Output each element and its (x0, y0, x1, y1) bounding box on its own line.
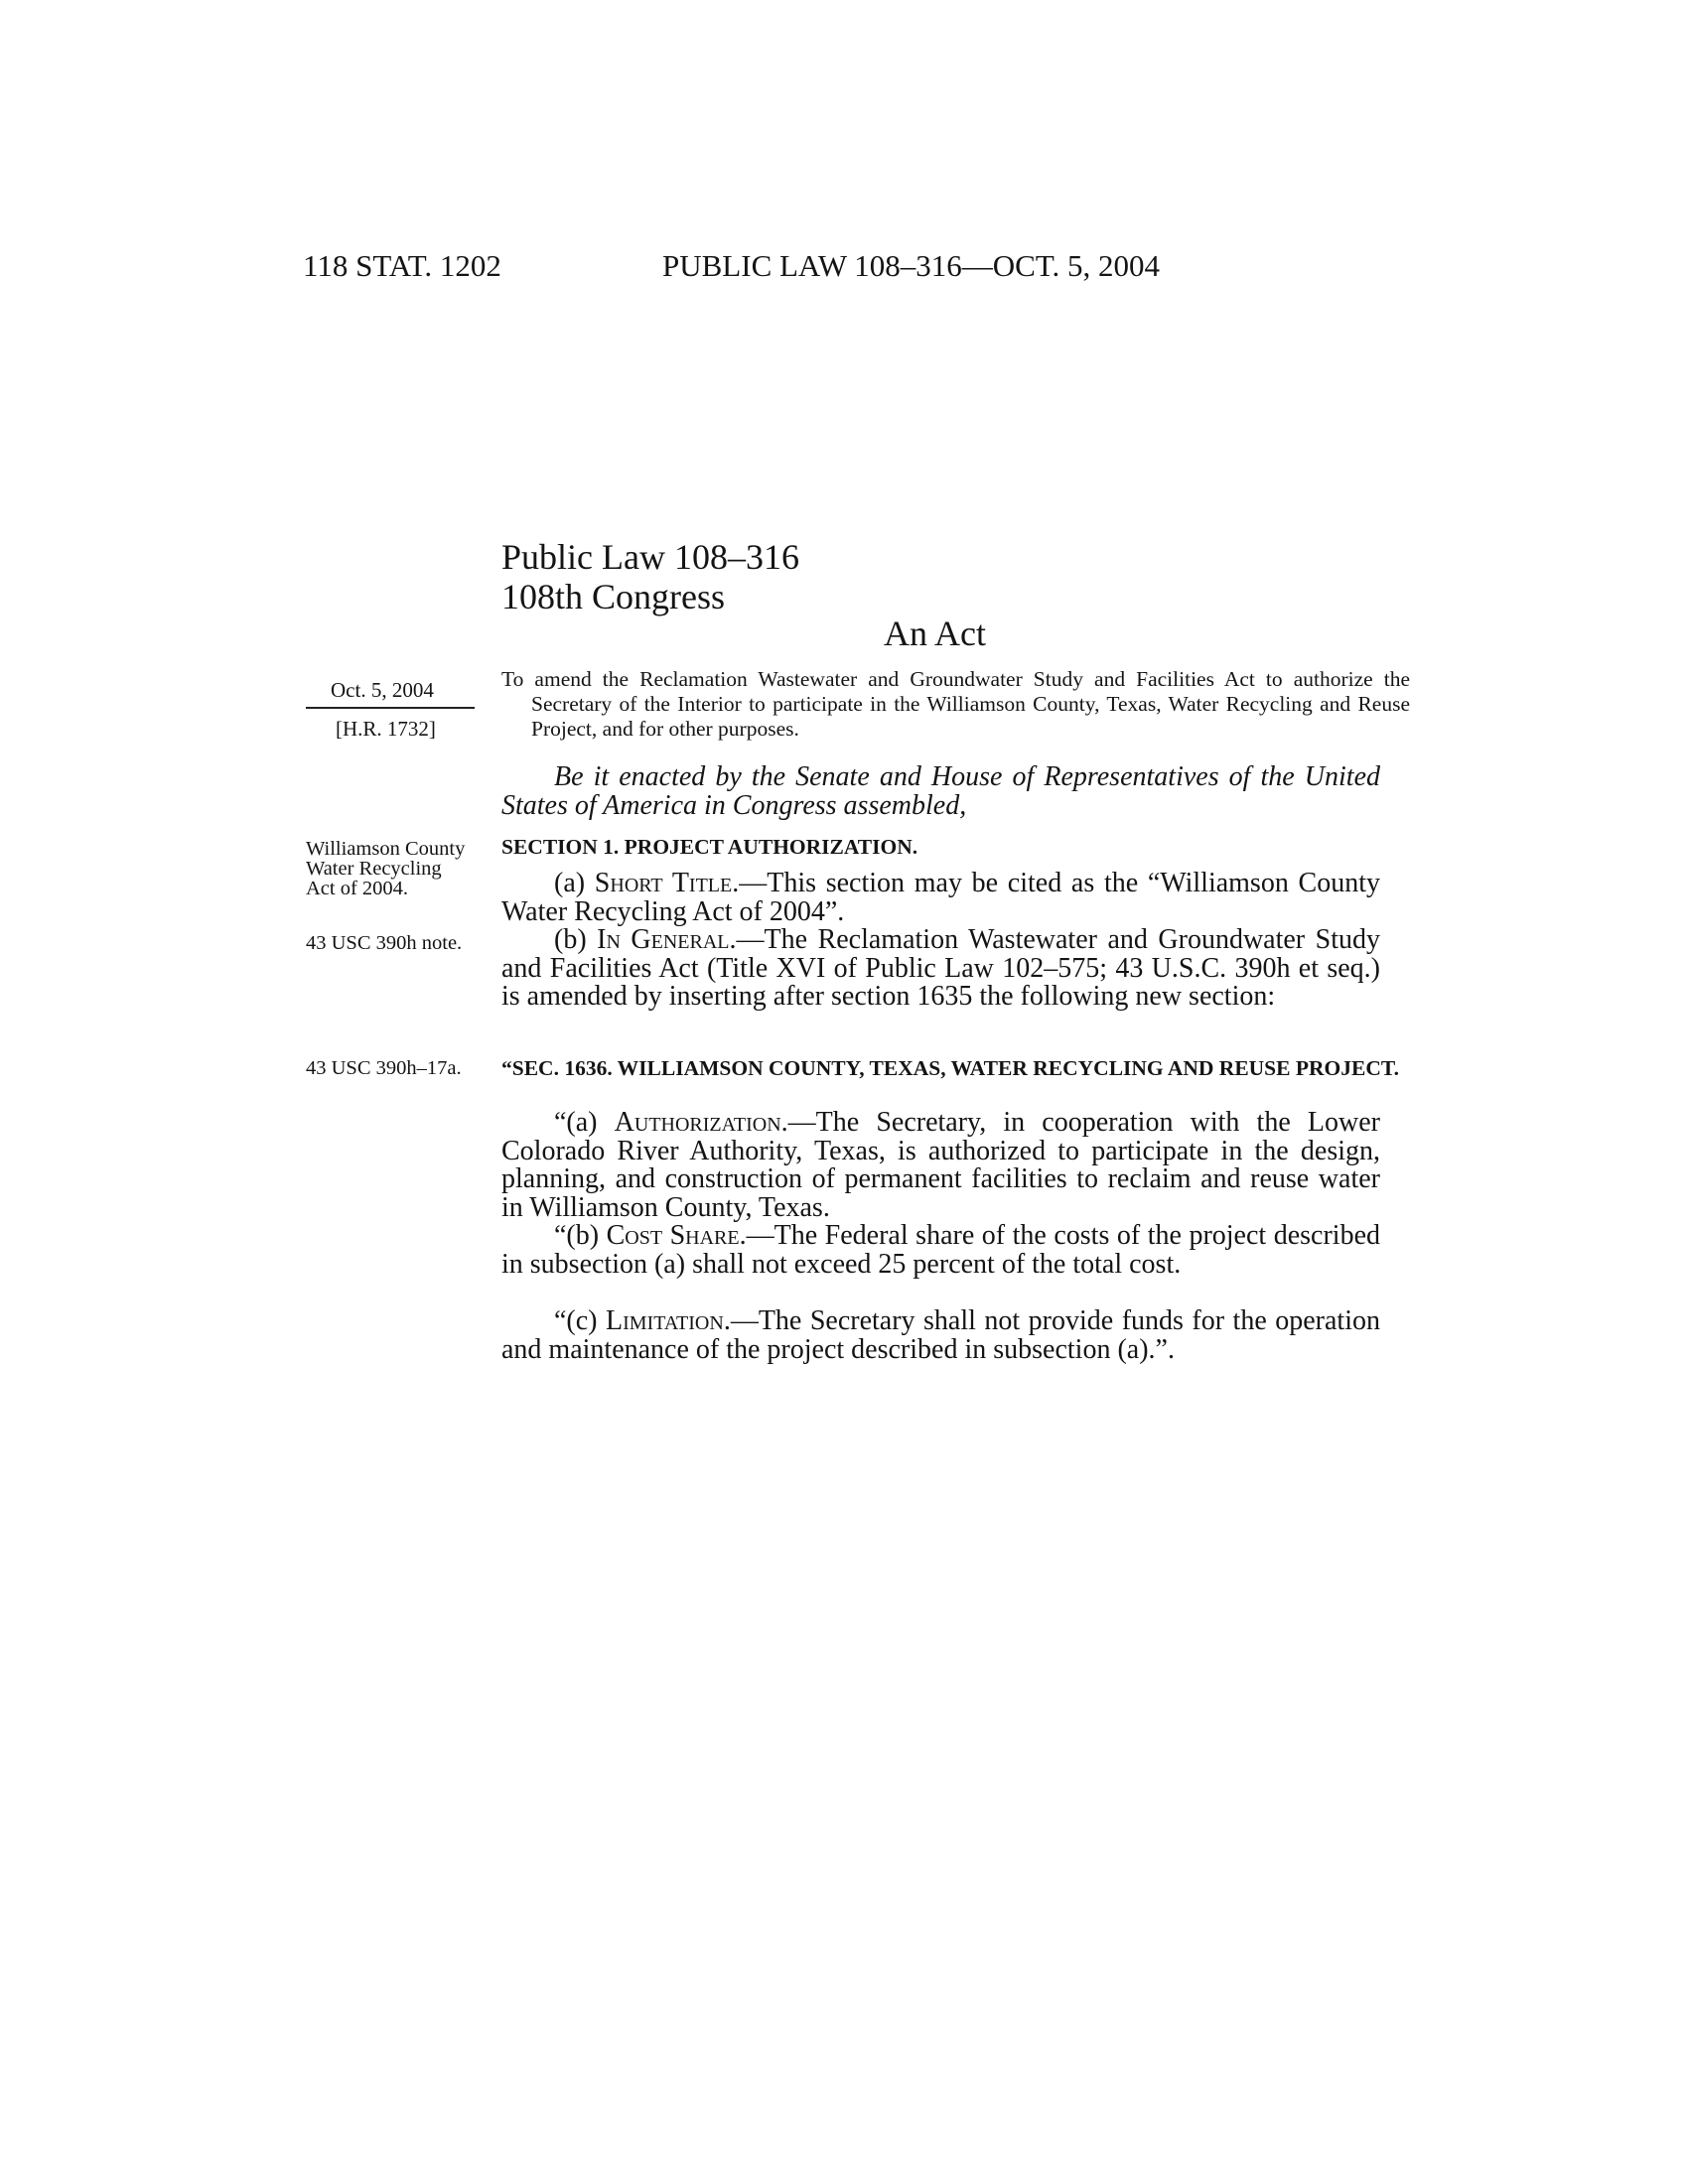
subsection-label: (a) (554, 868, 595, 898)
section-1636-heading: “SEC. 1636. WILLIAMSON COUNTY, TEXAS, WATER RECYCLING AND REUSE PROJECT. (501, 1056, 1399, 1080)
subsection-text: .—The Reclamation Wastewater and Groundwater Study and Facilities Act (Title XVI of Public Law 102–575; 43 U.S.C. 390h et seq.) is amended by inserting after section 1635 the following new section: (501, 924, 1380, 1012)
subsection-a-short-title (501, 870, 1380, 926)
subsection-label: “(c) (554, 1305, 606, 1336)
quoted-subsection-c-limitation (501, 1307, 1380, 1364)
running-head: PUBLIC LAW 108–316—OCT. 5, 2004 (662, 248, 1160, 283)
margin-date: Oct. 5, 2004 (331, 678, 434, 702)
purpose-clause: To amend the Reclamation Wastewater and Groundwater Study and Facilities Act to authorize the Secretary of the Interior to participate in the Williamson County, Texas, Water Recycling and Reuse Project, and for other purposes. (501, 667, 1410, 741)
subsection-caption: In General (597, 924, 730, 955)
subsection-text: .—The Secretary, in cooperation with the Lower Colorado River Authority, Texas, is authorized to participate in the design, planning, and construction of permanent facilities to reclaim and reuse water in Williamson County, Texas. (501, 1107, 1380, 1223)
quoted-subsection-b-cost-share (501, 1222, 1380, 1279)
page-stat-citation: 118 STAT. 1202 (303, 248, 501, 283)
subsection-label: “(a) (554, 1107, 615, 1138)
quoted-subsection-a-authorization (501, 1109, 1380, 1222)
subsection-text: .—The Secretary shall not provide funds for the operation and maintenance of the project described in subsection (a).”. (501, 1305, 1380, 1365)
public-law-number: Public Law 108–316 (501, 537, 799, 577)
margin-bill-number: [H.R. 1732] (336, 717, 436, 741)
subsection-caption: Short Title (594, 868, 733, 898)
subsection-text: .—This section may be cited as the “Williamson County Water Recycling Act of 2004”. (501, 868, 1380, 927)
subsection-label: “(b) (554, 1220, 607, 1251)
margin-note-usc: 43 USC 390h note. (306, 932, 463, 954)
subsection-label: (b) (554, 924, 598, 955)
section-1-heading: SECTION 1. PROJECT AUTHORIZATION. (501, 835, 918, 859)
subsection-b-in-general (501, 926, 1380, 1012)
subsection-caption: Authorization (614, 1107, 781, 1138)
enacting-clause: Be it enacted by the Senate and House of Representatives of the United States of America in Congress assembled, (501, 761, 1380, 821)
subsection-caption: Limitation (606, 1305, 724, 1336)
margin-note-usc-section: 43 USC 390h–17a. (306, 1057, 462, 1079)
margin-divider (306, 707, 475, 709)
congress-number: 108th Congress (501, 577, 725, 616)
subsection-text: .—The Federal share of the costs of the project described in subsection (a) shall not exceed 25 percent of the total cost. (501, 1220, 1381, 1280)
an-act-heading: An Act (884, 614, 986, 653)
subsection-caption: Cost Share (606, 1220, 740, 1251)
margin-note-short-title: Williamson County Water Recycling Act of 2004. (306, 838, 466, 899)
